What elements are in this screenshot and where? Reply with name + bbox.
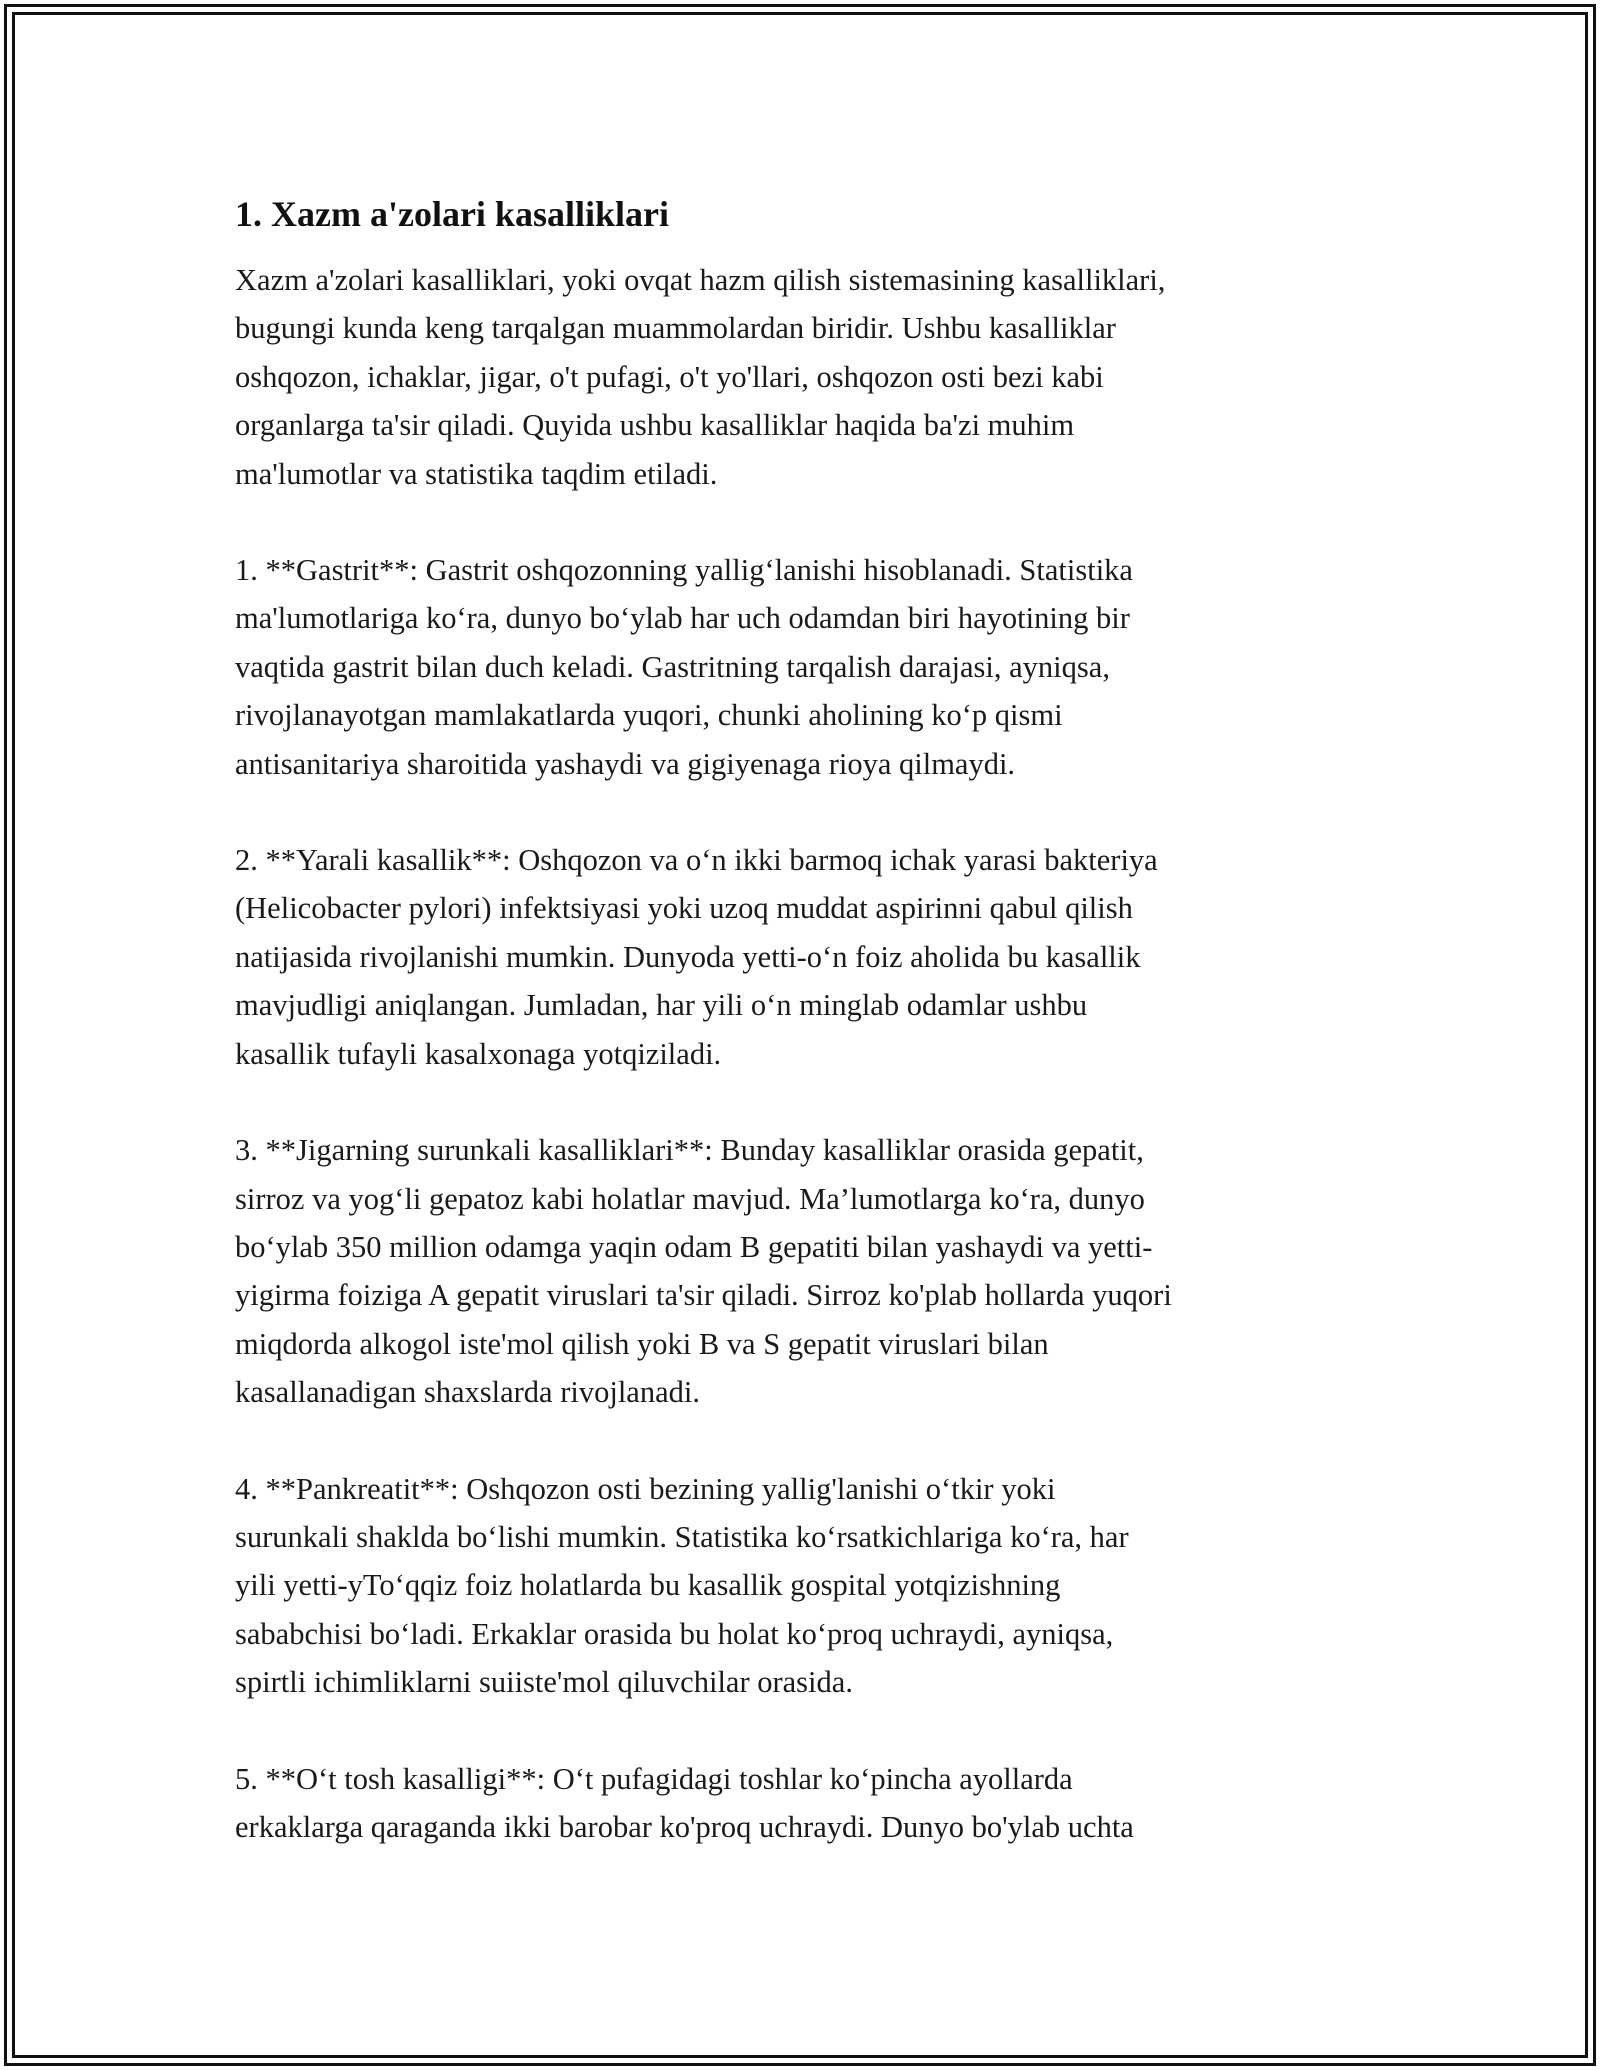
item-paragraph-jigar: [235, 1126, 1375, 1416]
text-line: bo‘ylab 350 million odamga yaqin odam B gepatiti bilan yashaydi va yetti-: [235, 1229, 1153, 1264]
text-line: kasallik tufayli kasalxonaga yotqiziladi.: [235, 1036, 722, 1071]
text-line: yigirma foiziga A gepatit viruslari ta'sir qiladi. Sirroz ko'plab hollarda yuqori: [235, 1278, 1172, 1313]
text-line: 5. **O‘t tosh kasalligi**: O‘t pufagidagi toshlar ko‘pincha ayollarda: [235, 1761, 1073, 1796]
text-line: miqdorda alkogol iste'mol qilish yoki B va S gepatit viruslari bilan: [235, 1326, 1049, 1361]
document-title: 1. Xazm a'zolari kasalliklari: [235, 194, 669, 234]
item-paragraph-ot-tosh: [235, 1755, 1375, 1852]
item-paragraph-gastrit: [235, 546, 1375, 788]
text-line: Xazm a'zolari kasalliklari, yoki ovqat hazm qilish sistemasining kasalliklari,: [235, 263, 1166, 297]
text-line: ma'lumotlar va statistika taqdim etiladi.: [235, 456, 718, 491]
text-line: 4. **Pankreatit**: Oshqozon osti bezining yallig'lanishi o‘tkir yoki: [235, 1471, 1056, 1506]
text-line: 2. **Yarali kasallik**: Oshqozon va o‘n ikki barmoq ichak yarasi bakteriya: [235, 843, 1158, 878]
text-line: antisanitariya sharoitida yashaydi va gigiyenaga rioya qilmaydi.: [235, 746, 1016, 781]
item-paragraph-pankreatit: [235, 1465, 1375, 1707]
text-line: surunkali shaklda bo‘lishi mumkin. Statistika ko‘rsatkichlariga ko‘ra, har: [235, 1519, 1129, 1554]
text-line: mavjudligi aniqlangan. Jumladan, har yili o‘n minglab odamlar ushbu: [235, 988, 1088, 1023]
text-line: organlarga ta'sir qiladi. Quyida ushbu kasalliklar haqida ba'zi muhim: [235, 408, 1075, 443]
text-line: 3. **Jigarning surunkali kasalliklari**: Bunday kasalliklar orasida gepatit,: [235, 1133, 1144, 1168]
text-line: 1. **Gastrit**: Gastrit oshqozonning yallig‘lanishi hisoblanadi. Statistika: [235, 553, 1133, 588]
intro-paragraph: [235, 256, 1375, 498]
item-paragraph-yarali-kasallik: [235, 836, 1375, 1078]
text-line: (Helicobacter pylori) infektsiyasi yoki uzoq muddat aspirinni qabul qilish: [235, 891, 1133, 926]
text-line: natijasida rivojlanishi mumkin. Dunyoda yetti-o‘n foiz aholida bu kasallik: [235, 939, 1141, 974]
text-line: spirtli ichimliklarni suiiste'mol qiluvchilar orasida.: [235, 1665, 853, 1700]
text-line: erkaklarga qaraganda ikki barobar ko'proq uchraydi. Dunyo bo'ylab uchta: [235, 1809, 1134, 1844]
text-line: oshqozon, ichaklar, jigar, o't pufagi, o't yo'llari, oshqozon osti bezi kabi: [235, 359, 1104, 394]
text-line: rivojlanayotgan mamlakatlarda yuqori, chunki aholining ko‘p qismi: [235, 698, 1063, 733]
text-line: ma'lumotlariga ko‘ra, dunyo bo‘ylab har uch odamdan biri hayotining bir: [235, 601, 1130, 636]
text-line: sirroz va yog‘li gepatoz kabi holatlar mavjud. Ma’lumotlarga ko‘ra, dunyo: [235, 1181, 1145, 1216]
text-line: sababchisi bo‘ladi. Erkaklar orasida bu holat ko‘proq uchraydi, ayniqsa,: [235, 1616, 1114, 1651]
text-line: kasallanadigan shaxslarda rivojlanadi.: [235, 1375, 700, 1410]
text-line: yili yetti-yTo‘qqiz foiz holatlarda bu kasallik gospital yotqizishning: [235, 1568, 1061, 1603]
text-line: bugungi kunda keng tarqalgan muammolardan biridir. Ushbu kasalliklar: [235, 311, 1116, 346]
text-line: vaqtida gastrit bilan duch keladi. Gastritning tarqalish darajasi, ayniqsa,: [235, 649, 1110, 684]
document-body: [235, 186, 1375, 1851]
